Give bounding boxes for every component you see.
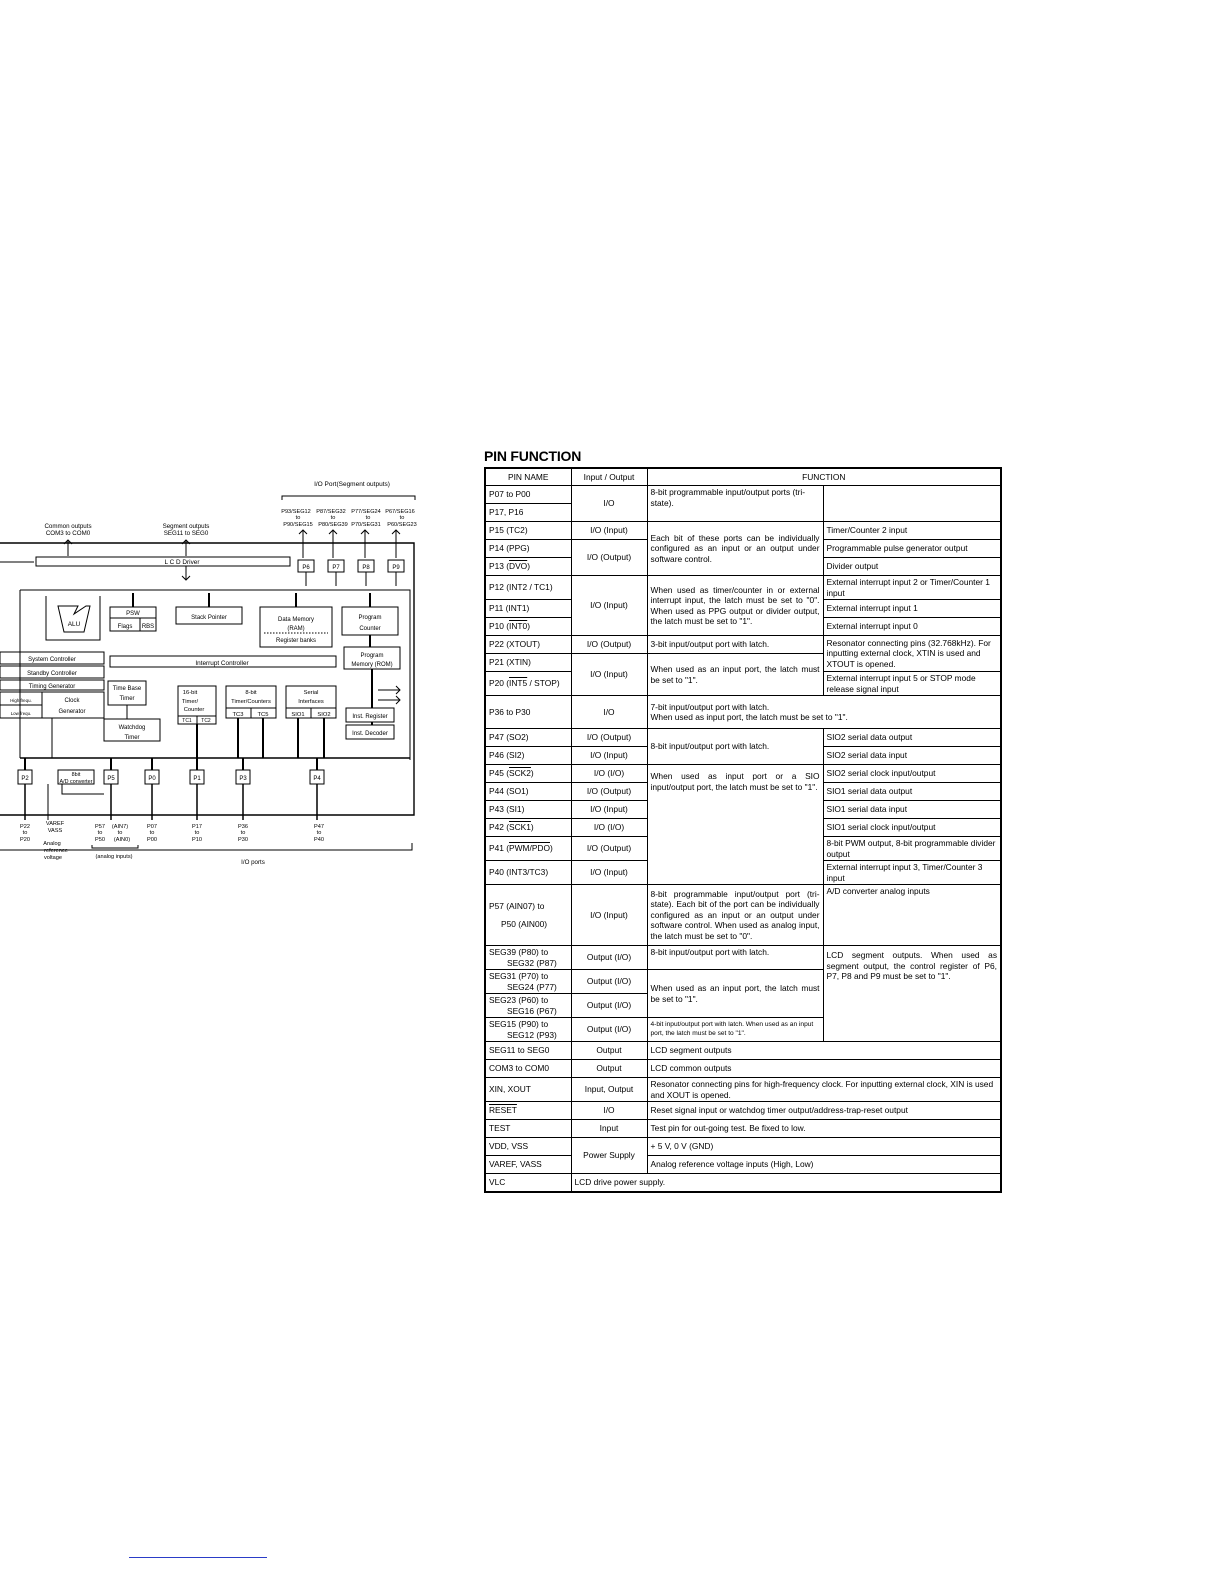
- pin-name-line-2: SEG32 (P87): [507, 957, 557, 968]
- col-function: FUNCTION: [647, 468, 1001, 486]
- bottom-analog-2: reference: [44, 848, 68, 854]
- pin-name: [485, 946, 571, 970]
- pin-name-line-1: SEG39 (P80) to: [489, 947, 549, 957]
- clock-generator-label-1: Clock: [64, 698, 80, 704]
- pin-name: [485, 994, 571, 1018]
- pin-io: I/O (Input): [571, 861, 647, 885]
- pin-name: [485, 1018, 571, 1042]
- seg-port-p7-top: P77/SEG24: [351, 509, 381, 515]
- pin-io: Power Supply: [571, 1138, 647, 1174]
- pin-io: I/O (Input): [571, 747, 647, 765]
- tc16-label-1: 16-bit: [182, 690, 198, 696]
- seg-range-label: SEG11 to SEG0: [163, 530, 209, 537]
- pin-name-line-1: P57 (AIN07) to: [489, 900, 545, 911]
- table-row: [485, 1078, 1001, 1102]
- pin-function: SIO1 serial data input: [823, 801, 1001, 819]
- pin-io: Input: [571, 1120, 647, 1138]
- low-frequ-label: Low frequ.: [10, 711, 32, 716]
- pin-name: P17, P16: [485, 504, 571, 522]
- pin-function: Programmable pulse generator output: [823, 540, 1001, 558]
- pin-name: VAREF, VASS: [485, 1156, 571, 1174]
- table-row: [485, 946, 1001, 970]
- bottom-vass: VASS: [47, 828, 63, 834]
- seg-port-p7-bot: P70/SEG31: [351, 522, 381, 528]
- bottom-p47-to: to: [316, 830, 322, 836]
- sio2-label: SIO2: [317, 712, 331, 718]
- pin-name-line-1: SEG23 (P60) to: [489, 995, 549, 1005]
- adc-label-1: 8bit: [71, 772, 81, 778]
- seg-port-p8-mid: to: [330, 515, 336, 521]
- pin-function: 4-bit input/output port with latch. When used as an input port, the latch must be set to "1".: [647, 1018, 823, 1042]
- pin-name: [485, 618, 571, 636]
- segment-outputs-label: Segment outputs: [162, 523, 210, 530]
- system-controller-label: System Controller: [28, 657, 76, 663]
- tc8-label-2: Timer/Counters: [231, 699, 271, 705]
- port-box-p1: P1: [193, 776, 201, 782]
- program-counter-label-1: Program: [358, 615, 382, 621]
- time-base-label-2: Timer: [119, 696, 135, 702]
- pin-function: Test pin for out-going test. Be fixed to low.: [647, 1120, 1001, 1138]
- pin-io: I/O: [571, 696, 647, 729]
- pin-io: I/O (I/O): [571, 765, 647, 783]
- pin-name: P44 (SO1): [485, 783, 571, 801]
- pin-name-overline: PWM/PDO: [509, 843, 550, 854]
- pin-io: I/O (Input): [571, 885, 647, 946]
- pin-name: [485, 672, 571, 696]
- pin-name: P46 (SI2): [485, 747, 571, 765]
- bottom-p07-to: to: [149, 830, 155, 836]
- bottom-p36: P36: [238, 824, 248, 830]
- pin-name-pre: P42 (: [489, 822, 510, 833]
- pin-io: Input, Output: [571, 1078, 647, 1102]
- watchdog-label-1: Watchdog: [118, 725, 146, 731]
- common-outputs-label: Common outputs: [44, 523, 92, 530]
- alu-label: ALU: [67, 621, 81, 628]
- inst-register-label: Inst. Register: [352, 714, 388, 720]
- pin-name: P07 to P00: [485, 486, 571, 504]
- pin-function-common: 8-bit input/output port with latch.: [647, 729, 823, 765]
- bottom-to-2: to: [117, 830, 123, 836]
- bottom-p22: P22: [20, 824, 30, 830]
- bottom-p10: P10: [192, 837, 202, 843]
- adc-label-2: A/D converter: [59, 779, 93, 785]
- table-row: [485, 576, 1001, 600]
- tc16-label-2: Timer/: [181, 699, 199, 705]
- pin-io: I/O (Input): [571, 522, 647, 540]
- pin-io: Output (I/O): [571, 970, 647, 994]
- bottom-p57: P57: [95, 824, 105, 830]
- pin-name-post: / STOP): [527, 678, 560, 689]
- port-box-p3: P3: [239, 776, 247, 782]
- bottom-p47: P47: [314, 824, 324, 830]
- pin-function-extra: [823, 486, 1001, 522]
- tc2-label: TC2: [201, 718, 211, 724]
- table-row: [485, 1156, 1001, 1174]
- bottom-p17: P17: [192, 824, 202, 830]
- pin-name: P40 (INT3/TC3): [485, 861, 571, 885]
- clock-generator-label-2: Generator: [58, 709, 86, 715]
- tc3-label: TC3: [232, 712, 244, 718]
- pin-function: SIO1 serial data output: [823, 783, 1001, 801]
- table-row: [485, 522, 1001, 540]
- seg-port-p8-bot: P80/SEG39: [318, 522, 348, 528]
- bottom-p40: P40: [314, 837, 324, 843]
- tc5-label: TC5: [257, 712, 269, 718]
- high-frequ-label: High frequ.: [10, 698, 32, 703]
- pin-io: I/O (Output): [571, 837, 647, 861]
- pin-function: [647, 696, 1001, 729]
- pin-name: VLC: [485, 1174, 571, 1193]
- pin-name: P11 (INT1): [485, 600, 571, 618]
- bottom-analog-3: voltage: [43, 855, 63, 861]
- pin-name-line-1: SEG15 (P90) to: [489, 1019, 549, 1029]
- pin-name: P22 (XTOUT): [485, 636, 571, 654]
- seg-port-p6-bot: P60/SEG23: [387, 522, 417, 528]
- io-port-seg-title: I/O Port(Segment outputs): [314, 481, 390, 488]
- interrupt-controller-label: Interrupt Controller: [195, 660, 249, 667]
- pin-io: I/O (Input): [571, 801, 647, 819]
- pin-function: SIO2 serial data input: [823, 747, 1001, 765]
- pin-io: Output: [571, 1042, 647, 1060]
- seg-port-p9-top: P93/SEG12: [281, 509, 311, 515]
- port-box-p5: P5: [107, 776, 115, 782]
- pin-io: Output (I/O): [571, 946, 647, 970]
- table-header-row: [485, 468, 1001, 486]
- pin-name: [485, 819, 571, 837]
- pin-function: External interrupt input 3, Timer/Counter 3 input: [823, 861, 1001, 885]
- bottom-p17-to: to: [194, 830, 200, 836]
- port-box-p7: P7: [332, 565, 340, 571]
- pin-io: I/O (Output): [571, 540, 647, 576]
- timing-generator-label: Timing Generator: [28, 684, 76, 690]
- pin-io: I/O (Input): [571, 654, 647, 696]
- pin-function: External interrupt input 0: [823, 618, 1001, 636]
- table-row: [485, 885, 1001, 946]
- pin-io: Output (I/O): [571, 994, 647, 1018]
- pin-function: 8-bit programmable input/output ports (tri-state).: [647, 486, 823, 522]
- program-counter-label-2: Counter: [359, 626, 381, 632]
- table-row: [485, 729, 1001, 747]
- pin-name: P14 (PPG): [485, 540, 571, 558]
- pin-io: I/O (Output): [571, 729, 647, 747]
- pin-name: P21 (XTIN): [485, 654, 571, 672]
- pin-function: + 5 V, 0 V (GND): [647, 1138, 1001, 1156]
- footer-rule: [129, 1557, 267, 1558]
- pin-io: I/O (I/O): [571, 819, 647, 837]
- pin-function: SIO2 serial clock input/output: [823, 765, 1001, 783]
- table-row: [485, 765, 1001, 783]
- pin-name-post: ): [530, 822, 534, 833]
- pin-io: Output (I/O): [571, 1018, 647, 1042]
- bottom-p22-to: to: [22, 830, 28, 836]
- pin-name: COM3 to COM0: [485, 1060, 571, 1078]
- pin-function-common: Each bit of these ports can be individually configured as an input or an output under software control.: [647, 522, 823, 576]
- pin-function: Timer/Counter 2 input: [823, 522, 1001, 540]
- pin-function-extra: A/D converter analog inputs: [823, 885, 1001, 946]
- com-range-label: COM3 to COM0: [45, 530, 91, 537]
- pin-function-common: When used as timer/counter in or external interrupt input, the latch must be set to "0". When used as PPG output or divider output, the latch must be set to "1".: [647, 576, 823, 636]
- pin-name-pre: P13 (: [489, 561, 510, 572]
- time-base-label-1: Time Base: [112, 686, 142, 692]
- rbs-label: RBS: [141, 624, 155, 630]
- pin-function-common: When used as an input port, the latch must be set to "1".: [647, 654, 823, 696]
- lcd-driver-label: L C D Driver: [164, 559, 200, 566]
- bottom-varef: VAREF: [45, 821, 65, 827]
- pin-name-overline: $\overline{DVO}$: [509, 561, 528, 572]
- port-box-p4: P4: [313, 776, 321, 782]
- pin-name: P43 (SI1): [485, 801, 571, 819]
- pin-name: P12 (INT2 / TC1): [485, 576, 571, 600]
- pin-name: P15 (TC2): [485, 522, 571, 540]
- pin-name-overline: SCK1: [509, 822, 531, 833]
- col-pin-name: PIN NAME: [485, 468, 571, 486]
- table-row: [485, 1120, 1001, 1138]
- pin-name-overline: INT5: [509, 678, 528, 689]
- port-box-p0: P0: [148, 776, 156, 782]
- serial-label-2: Interfaces: [298, 699, 324, 705]
- bottom-to-1: to: [97, 830, 103, 836]
- flags-label: Flags: [117, 624, 133, 630]
- pin-name-line-2: SEG16 (P67): [507, 1005, 557, 1016]
- pin-name-overline: RESET: [489, 1105, 517, 1116]
- col-io: Input / Output: [571, 468, 647, 486]
- pin-name: [485, 1102, 571, 1120]
- pin-function: Divider output: [823, 558, 1001, 576]
- pin-io: I/O: [571, 486, 647, 522]
- bottom-p00: P00: [147, 837, 157, 843]
- bottom-analog-inputs: (analog inputs): [95, 854, 133, 860]
- pin-function-common: 8-bit input/output port with latch.: [647, 946, 823, 970]
- bottom-ain0: (AIN0): [113, 837, 131, 843]
- table-row: [485, 1138, 1001, 1156]
- pin-name-line-1: SEG31 (P70) to: [489, 971, 549, 981]
- pin-function-line-2: When used as input port, the latch must be set to "1".: [650, 712, 848, 722]
- serial-label-1: Serial: [303, 690, 319, 696]
- seg-port-p6-mid: to: [399, 515, 405, 521]
- program-memory-label-2: Memory (ROM): [351, 662, 393, 668]
- pin-name: P47 (SO2): [485, 729, 571, 747]
- tc1-label: TC1: [182, 718, 192, 724]
- pin-name-line-2: SEG12 (P93): [507, 1029, 557, 1040]
- pin-io: I/O (Input): [571, 576, 647, 636]
- pin-name-overline: SCK2: [509, 768, 531, 779]
- pin-function: 8-bit PWM output, 8-bit programmable divider output: [823, 837, 1001, 861]
- pin-name-overline: INT0: [509, 621, 528, 632]
- table-row: [485, 636, 1001, 654]
- pin-function: 8-bit programmable input/output port (tri-state). Each bit of the port can be individually configured as an input or an output under software control. When used as analog input, the latch must be set to "0".: [647, 885, 823, 946]
- bottom-p36-to: to: [240, 830, 246, 836]
- pin-function: LCD segment outputs. When used as segment output, the control register of P6, P7, P8 and P9 must be set to "1".: [823, 946, 1001, 1042]
- block-diagram: [0, 470, 420, 870]
- pin-name: TEST: [485, 1120, 571, 1138]
- bottom-p20: P20: [20, 837, 30, 843]
- data-memory-label: Data Memory: [277, 617, 315, 623]
- pin-name: P36 to P30: [485, 696, 571, 729]
- pin-io: I/O: [571, 1102, 647, 1120]
- bottom-p30: P30: [238, 837, 248, 843]
- pin-function: SIO1 serial clock input/output: [823, 819, 1001, 837]
- program-memory-label-1: Program: [360, 653, 384, 659]
- pin-name-line-2: SEG24 (P77): [507, 981, 557, 992]
- pin-name-pre: P45 (: [489, 768, 510, 779]
- table-row: [485, 486, 1001, 504]
- pin-name: [485, 558, 571, 576]
- port-box-p6: P6: [302, 565, 310, 571]
- pin-function: External interrupt input 5 or STOP mode release signal input: [823, 672, 1001, 696]
- pin-name: [485, 765, 571, 783]
- pin-function: Resonator connecting pins for high-frequency clock. For inputting external clock, XIN is used and XOUT is opened.: [647, 1078, 1001, 1102]
- pin-name: [485, 837, 571, 861]
- seg-port-p9-bot: P90/SEG15: [283, 522, 313, 528]
- pin-io: I/O (Output): [571, 636, 647, 654]
- inst-decoder-label: Inst. Decoder: [352, 731, 388, 737]
- bottom-p50: P50: [95, 837, 105, 843]
- pin-function-table: [484, 467, 1002, 1193]
- stack-pointer-label: Stack Pointer: [191, 615, 227, 621]
- table-row: [485, 696, 1001, 729]
- pin-name-pre: P20 (: [489, 678, 510, 689]
- seg-port-p9-mid: to: [295, 515, 301, 521]
- pin-function: LCD common outputs: [647, 1060, 1001, 1078]
- pin-function-common: When used as an input port, the latch must be set to "1".: [647, 970, 823, 1018]
- pin-name-pre: P41 (: [489, 843, 510, 854]
- pin-name: [485, 885, 571, 946]
- table-row: [485, 1102, 1001, 1120]
- watchdog-label-2: Timer: [124, 735, 140, 741]
- bottom-analog-1: Analog: [43, 841, 61, 847]
- bottom-io-ports: I/O ports: [241, 859, 265, 866]
- seg-port-p6-top: P67/SEG16: [385, 509, 415, 515]
- pin-function-line-1: 7-bit input/output port with latch.: [650, 701, 770, 712]
- pin-function: LCD drive power supply.: [571, 1174, 1001, 1193]
- bottom-p07: P07: [147, 824, 157, 830]
- table-row: [485, 1174, 1001, 1193]
- psw-label: PSW: [126, 611, 140, 617]
- pin-name-pre: P10 (: [489, 621, 510, 632]
- ram-label: (RAM): [287, 626, 305, 632]
- pin-io: I/O (Output): [571, 783, 647, 801]
- pin-name-post: ): [527, 621, 530, 632]
- seg-port-p8-top: P87/SEG32: [316, 509, 346, 515]
- tc8-label-1: 8-bit: [245, 690, 257, 696]
- port-box-p2: P2: [21, 776, 29, 782]
- tc16-label-3: Counter: [183, 707, 205, 713]
- pin-io: Output: [571, 1060, 647, 1078]
- pin-function: Resonator connecting pins (32.768kHz). For inputting external clock, XTIN is used and XTOUT is opened.: [823, 636, 1001, 672]
- pin-name-post: ): [549, 843, 553, 854]
- pin-function: SIO2 serial data output: [823, 729, 1001, 747]
- port-box-p9: P9: [392, 565, 400, 571]
- pin-function: Analog reference voltage inputs (High, Low): [647, 1156, 1001, 1174]
- pin-function: External interrupt input 2 or Timer/Counter 1 input: [823, 576, 1001, 600]
- pin-function: External interrupt input 1: [823, 600, 1001, 618]
- pin-function: LCD segment outputs: [647, 1042, 1001, 1060]
- pin-name: [485, 970, 571, 994]
- table-row: [485, 1060, 1001, 1078]
- pin-name-line-2: P50 (AIN00): [501, 919, 548, 929]
- pin-function-title: PIN FUNCTION: [484, 448, 582, 464]
- pin-name: XIN, XOUT: [485, 1078, 571, 1102]
- pin-name: VDD, VSS: [485, 1138, 571, 1156]
- pin-name-post: ): [527, 561, 530, 572]
- seg-port-p7-mid: to: [365, 515, 371, 521]
- pin-function-common: 3-bit input/output port with latch.: [647, 636, 823, 654]
- pin-name: SEG11 to SEG0: [485, 1042, 571, 1060]
- pin-function: Reset signal input or watchdog timer output/address-trap-reset output: [647, 1102, 1001, 1120]
- pin-name-post: ): [530, 768, 534, 779]
- table-row: [485, 1042, 1001, 1060]
- bottom-ain7: (AIN7): [111, 824, 129, 830]
- standby-controller-label: Standby Controller: [27, 671, 77, 677]
- port-box-p8: P8: [362, 565, 370, 571]
- register-banks-label: Register banks: [275, 638, 317, 644]
- pin-function-common: When used as input port or a SIO input/output port, the latch must be set to "1".: [647, 765, 823, 885]
- sio1-label: SIO1: [291, 712, 305, 718]
